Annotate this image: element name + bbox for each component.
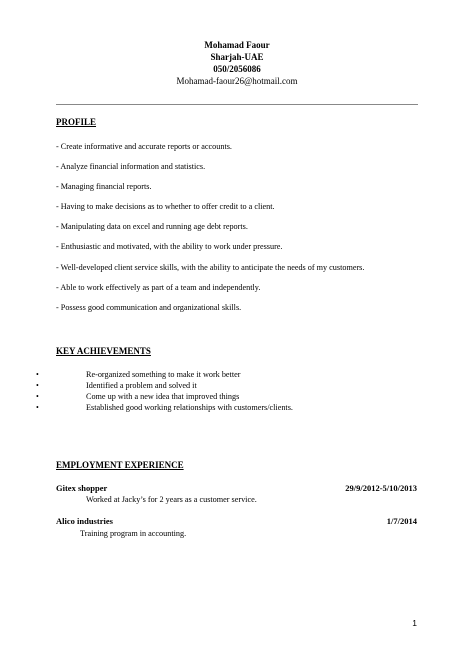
profile-item: - Well-developed client service skills, with the ability to anticipate the needs of my customers. xyxy=(56,263,365,272)
profile-item: - Analyze financial information and statistics. xyxy=(56,162,206,171)
profile-item: - Having to make decisions as to whether to offer credit to a client. xyxy=(56,202,275,211)
profile-heading: PROFILE xyxy=(56,117,97,127)
profile-item: - Enthusiastic and motivated, with the ability to work under pressure. xyxy=(56,242,283,251)
achievement-item: Come up with a new idea that improved things xyxy=(86,392,240,401)
job-dates: 1/7/2014 xyxy=(386,516,417,526)
bullet-icon: • xyxy=(36,392,39,401)
candidate-phone: 050/2056086 xyxy=(213,64,261,74)
employment-heading: EMPLOYMENT EXPERIENCE xyxy=(56,460,184,470)
candidate-location: Sharjah-UAE xyxy=(210,52,264,62)
profile-item: - Manipulating data on excel and running age debt reports. xyxy=(56,222,248,231)
job-description: Worked at Jacky’s for 2 years as a customer service. xyxy=(86,495,257,504)
job-dates: 29/9/2012-5/10/2013 xyxy=(345,483,417,493)
candidate-name: Mohamad Faour xyxy=(204,40,270,50)
achievement-item: Re-organized something to make it work better xyxy=(86,370,241,379)
candidate-email: Mohamad-faour26@hotmail.com xyxy=(176,76,298,86)
job-description: Training program in accounting. xyxy=(80,529,187,538)
achievement-item: Identified a problem and solved it xyxy=(86,381,197,390)
bullet-icon: • xyxy=(36,370,39,379)
header-divider xyxy=(56,104,418,105)
profile-item: - Possess good communication and organizational skills. xyxy=(56,303,242,312)
bullet-icon: • xyxy=(36,381,39,390)
achievement-item: Established good working relationships with customers/clients. xyxy=(86,403,293,412)
profile-item: - Managing financial reports. xyxy=(56,182,152,191)
job-company: Alico industries xyxy=(56,516,113,526)
bullet-icon: • xyxy=(36,403,39,412)
page-number: 1 xyxy=(412,618,417,628)
job-company: Gitex shopper xyxy=(56,483,108,493)
profile-item: - Create informative and accurate reports or accounts. xyxy=(56,142,232,151)
achievements-heading: KEY ACHIEVEMENTS xyxy=(56,346,151,356)
profile-item: - Able to work effectively as part of a team and independently. xyxy=(56,283,261,292)
